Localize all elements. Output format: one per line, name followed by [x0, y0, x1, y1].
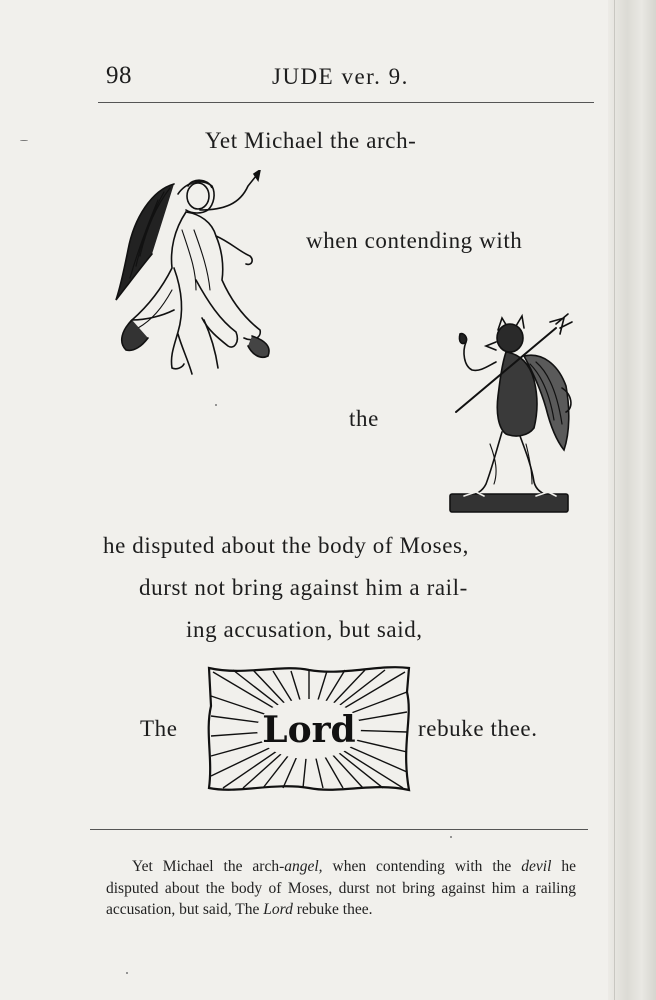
rebus-line-2: when contending with	[306, 228, 523, 253]
footnote	[106, 856, 576, 921]
footnote-italic-angel: angel,	[284, 858, 323, 875]
print-speck	[126, 972, 128, 974]
rebus-line-7-right: rebuke thee.	[418, 716, 538, 741]
rebus-line-5: durst not bring against him a rail-	[139, 575, 468, 600]
rebus-line-6: ing accusation, but said,	[186, 617, 423, 642]
page-header	[0, 62, 600, 102]
footnote-rule	[90, 829, 588, 830]
devil-woodcut-icon	[446, 312, 576, 520]
footnote-text-1: Yet Michael the arch-	[132, 858, 285, 875]
lord-cartouche-icon	[203, 662, 415, 796]
print-speck	[215, 404, 217, 406]
angel-woodcut-icon	[112, 170, 280, 378]
footnote-italic-lord: Lord	[263, 901, 293, 918]
footnote-text-3: he disputed about the body of Moses, durst not bring against him a railing accusation, but said, The	[106, 858, 576, 918]
running-head: JUDE ver. 9.	[272, 64, 409, 89]
rebus-line-4: he disputed about the body of Moses,	[103, 533, 469, 558]
footnote-italic-devil: devil	[521, 858, 552, 875]
header-rule	[98, 102, 594, 103]
rebus-line-7-left: The	[140, 716, 178, 741]
print-speck	[20, 140, 28, 141]
footnote-text-2: when contending with the	[322, 858, 522, 875]
lord-word: Lord	[262, 709, 356, 751]
page-number: 98	[106, 62, 132, 89]
print-speck	[450, 836, 452, 838]
footnote-text-4: rebuke thee.	[292, 901, 373, 918]
footnote-paragraph	[106, 856, 576, 921]
rebus-line-1: Yet Michael the arch-	[205, 128, 417, 153]
page-edge	[608, 0, 656, 1000]
rebus-line-3: the	[349, 406, 379, 431]
